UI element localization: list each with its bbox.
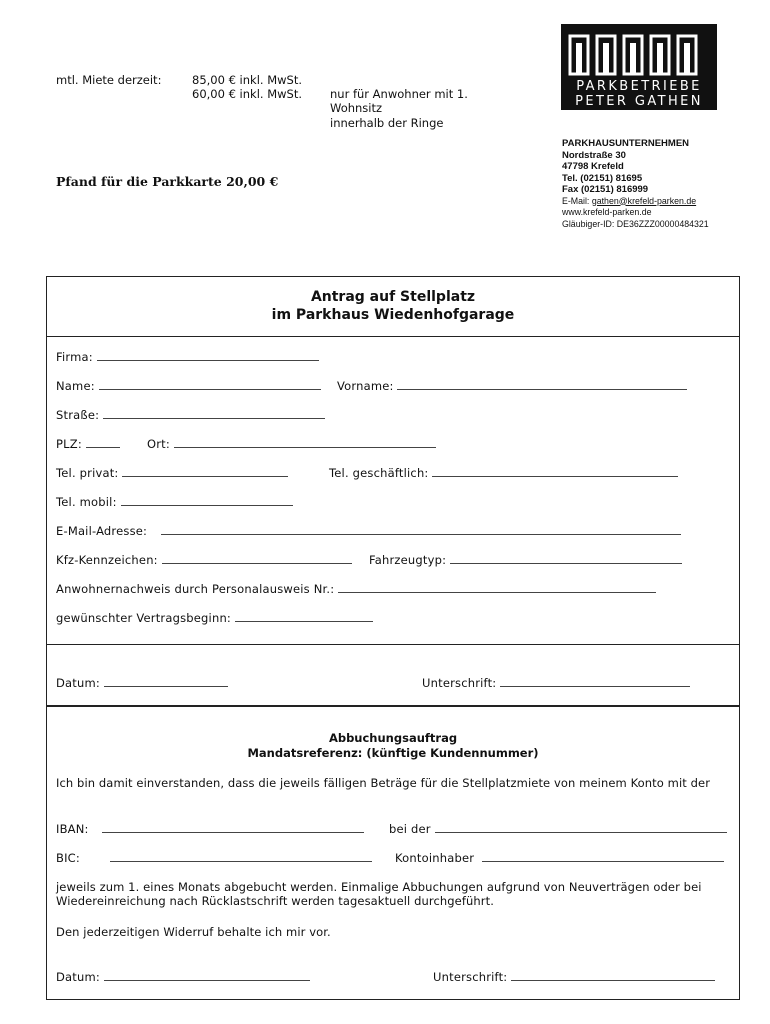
debit-terms: jeweils zum 1. eines Monats abgebucht werden. Einmalige Abbuchungen aufgrund von Neuverträgen oder bei Wiedereinreichung nach Rücklastschrift werden tagesaktuell durchgeführt. xyxy=(56,880,702,908)
unterschrift-field[interactable]: Unterschrift: xyxy=(422,675,690,690)
company-logo xyxy=(561,24,717,110)
bic-field[interactable]: BIC: xyxy=(56,850,372,865)
bank-field[interactable]: bei der xyxy=(389,821,727,836)
logo-line-2: PETER GATHEN xyxy=(575,94,703,109)
firma-field[interactable]: Firma: xyxy=(56,349,319,364)
application-form xyxy=(46,276,740,1000)
plz-field[interactable]: PLZ: xyxy=(56,436,120,451)
fahrzeugtyp-field[interactable]: Fahrzeugtyp: xyxy=(369,552,682,567)
divider xyxy=(47,336,739,337)
name-field[interactable]: Name: xyxy=(56,378,321,393)
email-field[interactable]: E-Mail-Adresse: xyxy=(56,523,681,538)
company-phone: Tel. (02151) 81695 xyxy=(562,172,643,184)
resident-note-line-1: nur für Anwohner mit 1. xyxy=(330,87,468,101)
tel-geschaeftlich-field[interactable]: Tel. geschäftlich: xyxy=(329,465,678,480)
debit-datum-field[interactable]: Datum: xyxy=(56,969,310,984)
email-label: E-Mail: xyxy=(562,195,592,206)
company-street: Nordstraße 30 xyxy=(562,149,626,161)
debit-unterschrift-field[interactable]: Unterschrift: xyxy=(433,969,715,984)
strasse-field[interactable]: Straße: xyxy=(56,407,325,422)
resident-note-line-2: Wohnsitz xyxy=(330,101,383,115)
debit-subtitle: Mandatsreferenz: (künftige Kundennummer) xyxy=(247,746,539,760)
datum-field[interactable]: Datum: xyxy=(56,675,228,690)
tel-privat-field[interactable]: Tel. privat: xyxy=(56,465,288,480)
ort-field[interactable]: Ort: xyxy=(147,436,436,451)
vertragsbeginn-field[interactable]: gewünschter Vertragsbeginn: xyxy=(56,610,373,625)
rent-label: mtl. Miete derzeit: xyxy=(56,73,162,87)
form-title-line-2: im Parkhaus Wiedenhofgarage xyxy=(271,307,515,323)
company-website[interactable]: www.krefeld-parken.de xyxy=(562,207,652,217)
resident-note-line-3: innerhalb der Ringe xyxy=(330,116,444,130)
kontoinhaber-field[interactable]: Kontoinhaber xyxy=(395,850,724,865)
creditor-id: Gläubiger-ID: DE36ZZZ00000484321 xyxy=(562,218,709,229)
price-regular: 85,00 € inkl. MwSt. xyxy=(192,73,302,87)
kfz-field[interactable]: Kfz-Kennzeichen: xyxy=(56,552,352,567)
divider xyxy=(47,644,739,645)
iban-field[interactable]: IBAN: xyxy=(56,821,364,836)
revocation-note: Den jederzeitigen Widerruf behalte ich mir vor. xyxy=(56,925,331,939)
company-info xyxy=(562,138,709,230)
divider xyxy=(47,705,739,707)
company-city: 47798 Krefeld xyxy=(562,161,624,172)
price-resident: 60,00 € inkl. MwSt. xyxy=(192,87,302,101)
deposit-note: Pfand für die Parkkarte 20,00 € xyxy=(56,174,279,189)
vorname-field[interactable]: Vorname: xyxy=(337,378,687,393)
debit-consent: Ich bin damit einverstanden, dass die jeweils fälligen Beträge für die Stellplatzmiete von meinem Konto mit der xyxy=(56,776,711,790)
company-type: PARKHAUSUNTERNEHMEN xyxy=(562,138,690,149)
anwohner-field[interactable]: Anwohnernachweis durch Personalausweis Nr.: xyxy=(56,581,656,596)
company-fax: Fax (02151) 816999 xyxy=(562,184,649,195)
form-title-line-1: Antrag auf Stellplatz xyxy=(310,289,476,305)
logo-line-1: PARKBETRIEBE xyxy=(576,79,702,94)
company-email-link[interactable]: gathen@krefeld-parken.de xyxy=(591,195,697,206)
debit-title: Abbuchungsauftrag xyxy=(328,731,458,745)
tel-mobil-field[interactable]: Tel. mobil: xyxy=(56,494,293,509)
parking-bars-icon xyxy=(567,33,711,77)
